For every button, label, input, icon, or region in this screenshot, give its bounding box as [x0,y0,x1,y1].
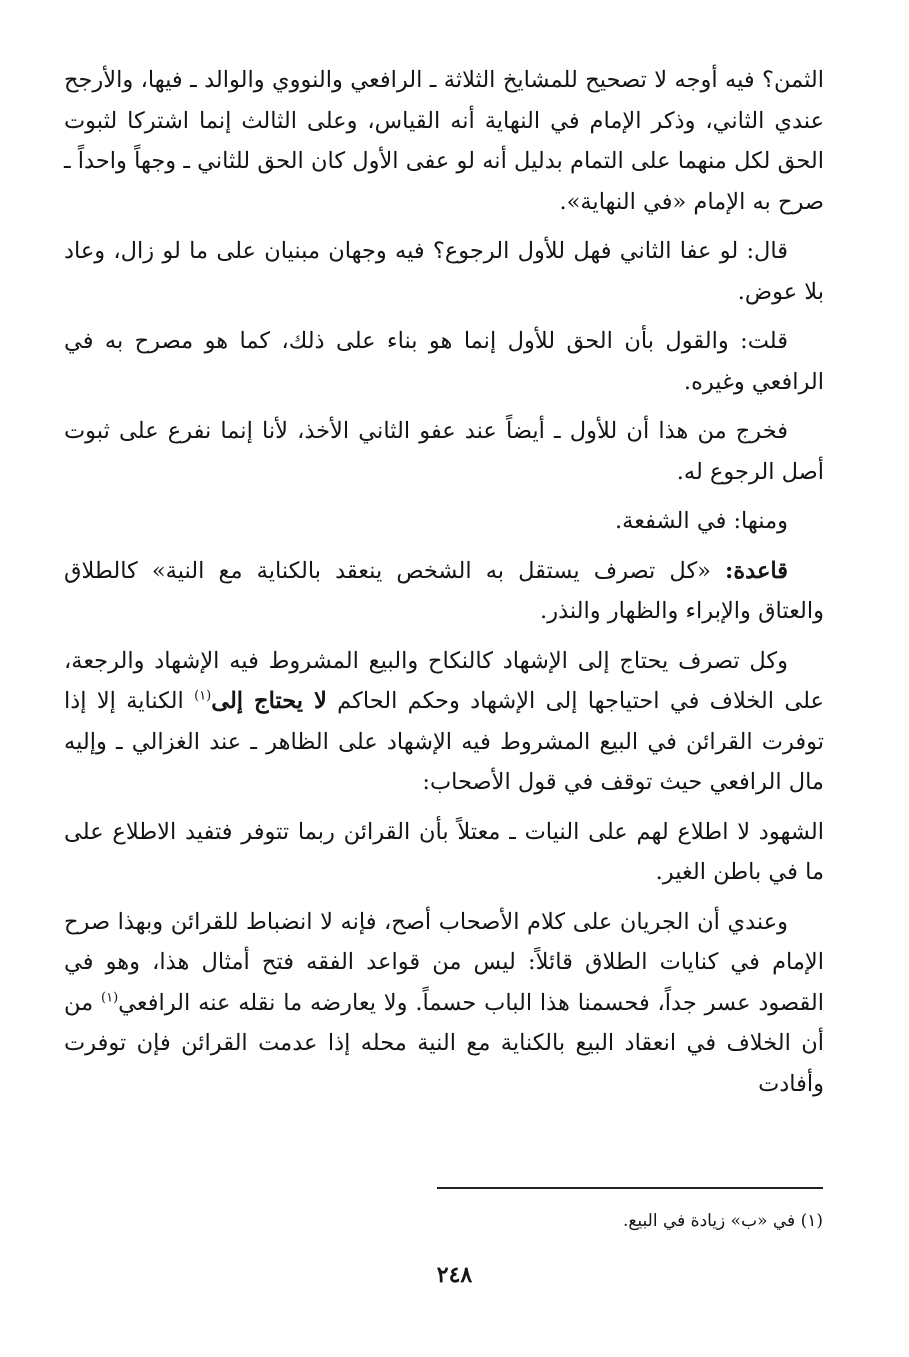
paragraph-indi [64,902,824,1105]
paragraph-ishhad [64,641,824,803]
paragraph-indi-after: من أن الخلاف في انعقاد البيع بالكناية مع النية محله إذا عدمت القرائن فإن توفرت وأفادت [64,989,824,1097]
paragraph-shuhud: الشهود لا اطلاع لهم على النيات ـ معتلاً بأن القرائن ربما تتوفر فتفيد الاطلاع على ما في باطن الغير. [64,818,824,885]
footnote-separator [437,1187,823,1189]
paragraph-ishhad-before: وكل تصرف يحتاج إلى الإشهاد كالنكاح والبيع المشروط فيه الإشهاد والرجعة، على الخلاف في احتياجها إلى الإشهاد وحكم الحاكم [64,647,824,714]
paragraph-continuation: الثمن؟ فيه أوجه لا تصحيح للمشايخ الثلاثة ـ الرافعي والنووي والوالد ـ فيها، والأرجح عندي الثاني، وذكر الإمام في النهاية أنه القياس، وعلى الثالث إنما اشتركا لثبوت الحق لكل منهما على التمام بدليل أنه لو عفى الأول كان الحق للثاني ـ وجهاً واحداً ـ صرح به الإمام «في النهاية». [64,67,824,215]
paragraph-qala: قال: لو عفا الثاني فهل للأول الرجوع؟ فيه وجهان مبنيان على ما لو زال، وعاد بلا عوض. [64,238,824,305]
footnote-marker: (١) [101,990,119,1005]
paragraph-minha: ومنها: في الشفعة. [615,508,788,534]
paragraph-rule [64,551,824,632]
paragraph-fakharaja: فخرج من هذا أن للأول ـ أيضاً عند عفو الثاني الأخذ، لأنا إنما نفرع على ثبوت أصل الرجوع له. [64,418,824,485]
rule-label: قاعدة: [725,557,788,584]
paragraph-qultu: قلت: والقول بأن الحق للأول إنما هو بناء على ذلك، كما هو مصرح به في الرافعي وغيره. [64,328,824,395]
paragraph-indi-before: وعندي أن الجريان على كلام الأصحاب أصح، فإنه لا انضباط للقرائن وبهذا صرح الإمام في كنايات الطلاق قائلاً: ليس من قواعد الفقه فتح أمثال هذا، وهو في القصود عسر جداً، فحسمنا هذا الباب حسماً. ولا يعارضه ما نقله عنه الرافعي [64,908,824,1016]
page-number: ٢٤٨ [436,1262,473,1288]
main-text [64,60,824,1113]
paragraph-ishhad-after: الكناية إلا إذا توفرت القرائن في البيع المشروط فيه الإشهاد على الظاهر ـ عند الغزالي ـ وإليه مال الرافعي حيث توقف في قول الأصحاب: [64,688,824,795]
rule-text: «كل تصرف يستقل به الشخص ينعقد بالكناية مع النية» كالطلاق والعتاق والإبراء والظهار والنذر. [64,557,824,624]
paragraph-ishhad-bold: لا يحتاج إلى [211,688,327,714]
footnote-marker: (١) [194,688,212,704]
footnote: (١) في «ب» زيادة في البيع. [622,1211,823,1231]
